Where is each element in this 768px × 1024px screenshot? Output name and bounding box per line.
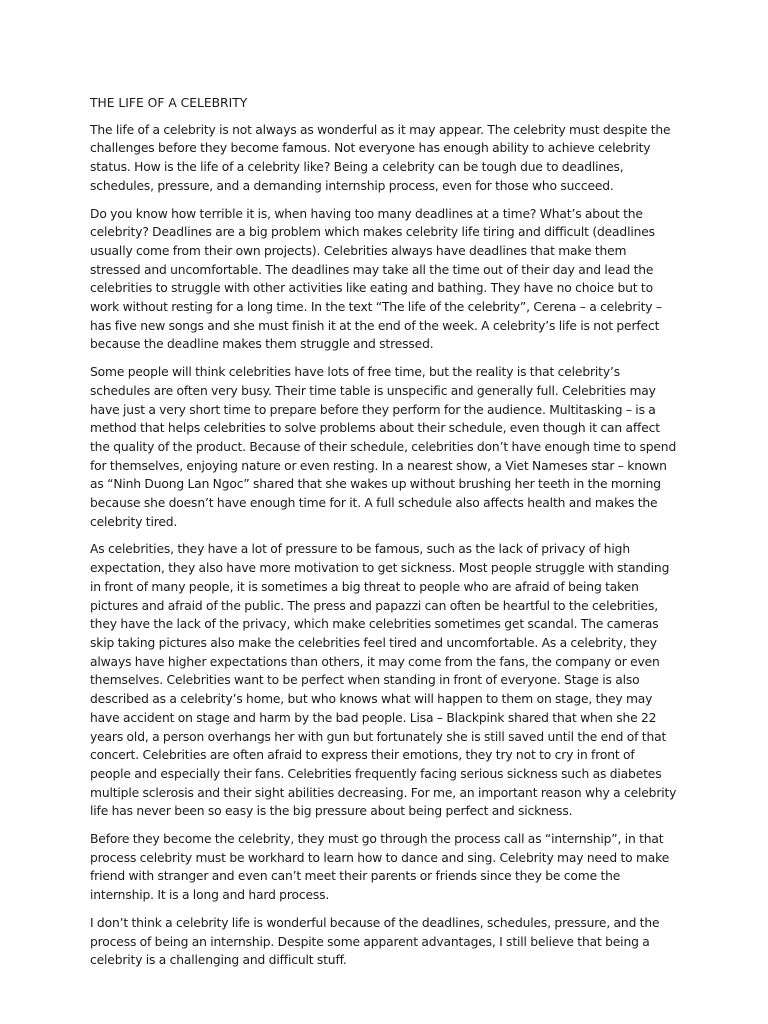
- paragraph-deadlines: Do you know how terrible it is, when having too many deadlines at a time? What’s about the celebrity? Deadlines are a big problem which makes celebrity life tiring and difficult (deadlines usually come from their own projects). Celebrities always have deadlines that make them stressed and uncomfortable. The deadlines may take all the time out of their day and lead the celebrities to struggle with other activities like eating and bathing. They have no choice but to work without resting for a long time. In the text “The life of the celebrity”, Cerena – a celebrity – has five new songs and she must finish it at the end of the week. A celebrity’s life is not perfect because the deadline makes them struggle and stressed.: [90, 206, 662, 352]
- document-title: THE LIFE OF A CELEBRITY: [90, 96, 248, 110]
- paragraph-introduction: The life of a celebrity is not always as wonderful as it may appear. The celebrity must despite the challenges before they become famous. Not everyone has enough ability to achieve celebrity status. How is the life of a celebrity like? Being a celebrity can be tough due to deadlines, schedules, pressure, and a demanding internship process, even for those who succeed.: [90, 122, 671, 193]
- paragraph-internship: Before they become the celebrity, they must go through the process call as “internship”, in that process celebrity must be workhard to learn how to dance and sing. Celebrity may need to make friend with stranger and even can’t meet their parents or friends since they be come the internship. It is a long and hard process.: [90, 832, 670, 903]
- paragraph-conclusion: I don’t think a celebrity life is wonderful because of the deadlines, schedules, pressure, and the process of being an internship. Despite some apparent advantages, I still believe that being a celebrity is a challenging and difficult stuff.: [90, 915, 660, 968]
- paragraph-schedules: Some people will think celebrities have lots of free time, but the reality is that celebrity’s schedules are often very busy. Their time table is unspecific and generally full. Celebrities may have just a very short time to prepare before they perform for the audience. Multitasking – is a method that helps celebrities to solve problems about their schedule, even though it can affect the quality of the product. Because of their schedule, celebrities don’t have enough time to spend for themselves, enjoying nature or even resting. In a nearest show, a Viet Nameses star – known as “Ninh Duong Lan Ngoc” shared that she wakes up without brushing her teeth in the morning because she doesn’t have enough time for it. A full schedule also affects health and makes the celebrity tired.: [90, 365, 677, 529]
- document-body: [90, 94, 678, 979]
- paragraph-pressure: As celebrities, they have a lot of pressure to be famous, such as the lack of privacy of high expectation, they also have more motivation to get sickness. Most people struggle with standing in front of many people, it is sometimes a big threat to people who are afraid of being taken pictures and afraid of the public. The press and papazzi can often be heartful to the celebrities, they have the lack of the privacy, which make celebrities sometimes get scandal. The cameras skip taking pictures also make the celebrities feel tired and uncomfortable. As a celebrity, they always have higher expectations than others, it may come from the fans, the company or even themselves. Celebrities want to be perfect when standing in front of everyone. Stage is also described as a celebrity’s home, but who knows what will happen to them on stage, they may have accident on stage and harm by the bad people. Lisa – Blackpink shared that when she 22 years old, a person overhangs her with gun but fortunately she is still saved until the end of that concert. Celebrities are often afraid to express their emotions, they try not to cry in front of people and especially their fans. Celebrities frequently facing serious sickness such as diabetes multiple sclerosis and their sight abilities decreasing. For me, an important reason why a celebrity life has never been so easy is the big pressure about being perfect and sickness.: [90, 542, 677, 819]
